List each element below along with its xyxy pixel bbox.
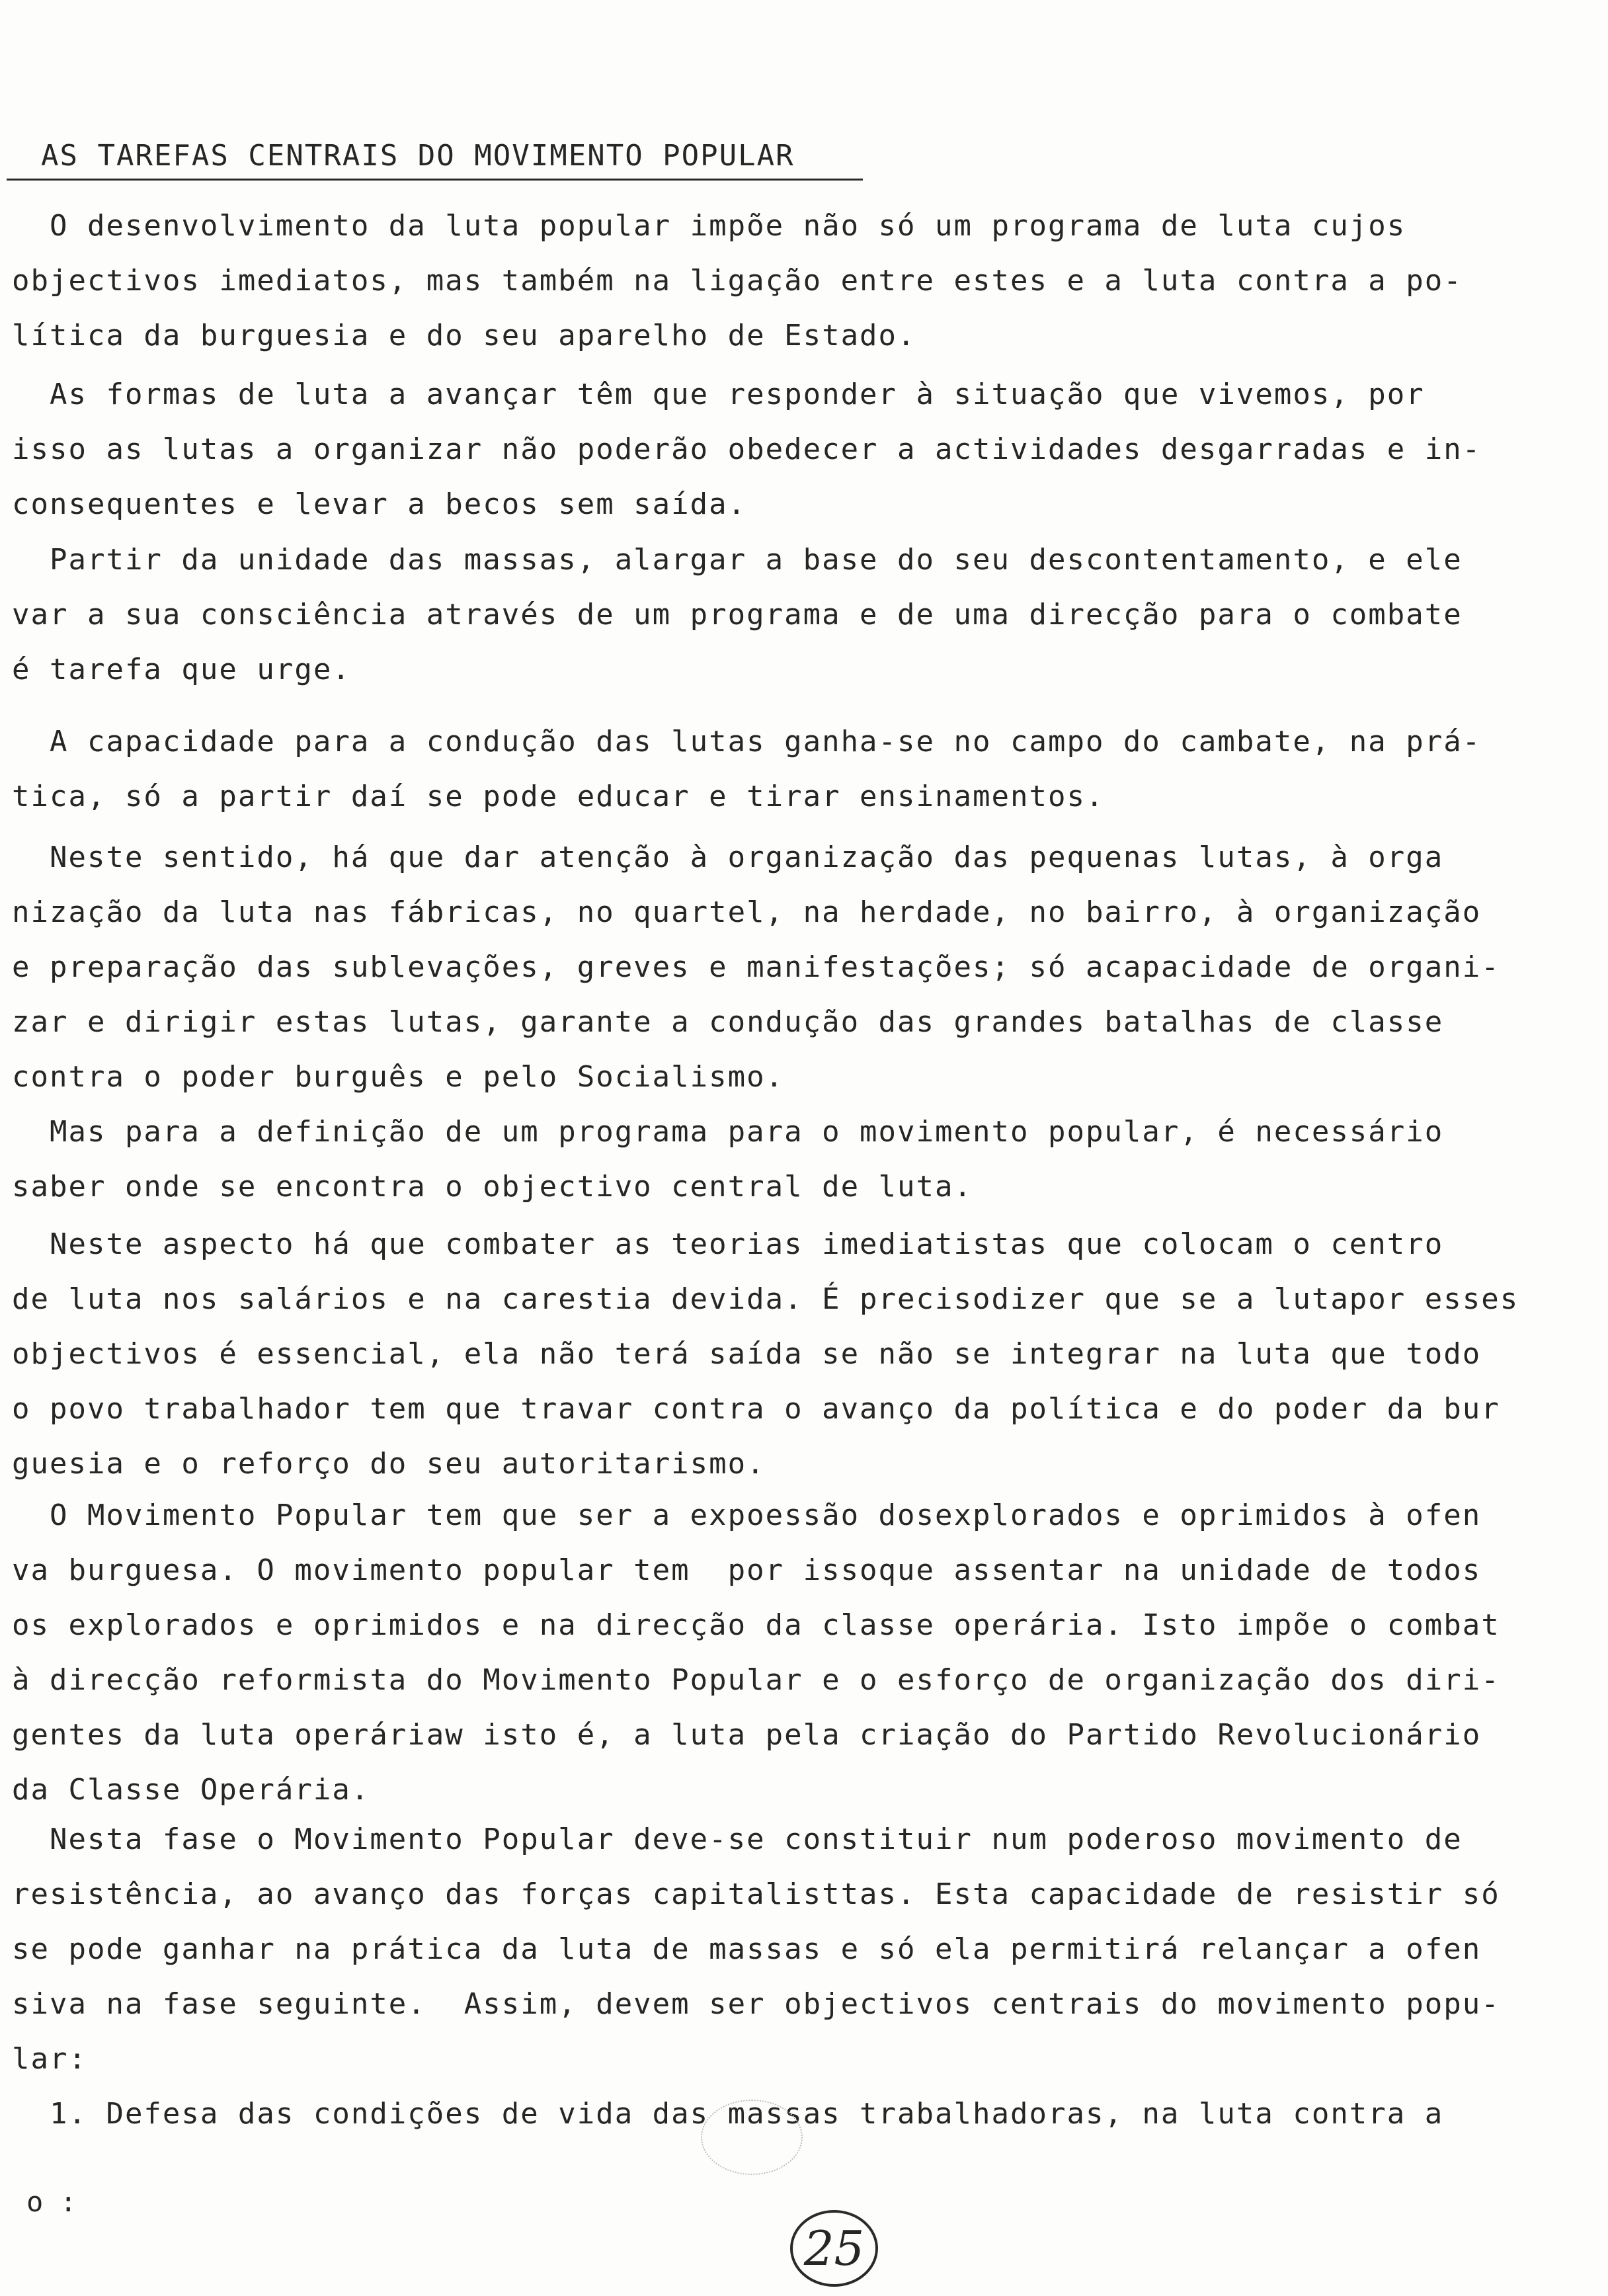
page-number-circle [790,2210,878,2287]
document-title: AS TAREFAS CENTRAIS DO MOVIMENTO POPULAR [41,139,795,173]
paragraph: O Movimento Popular tem que ser a expoessão dosexplorados e oprimidos à ofen va burguesa. O movimento popular tem por issoque assentar na unidade de todos os explorados e oprimidos e na direcção da classe operária. Isto impõe o combat à direcção reformista do Movimento Popular e o esforço de organização dos diri- gentes da luta operáriaw isto é, a luta pela criação do Partido Revolucionário da Classe Operária. [12,1498,1500,1807]
paragraph: A capacidade para a condução das lutas ganha-se no campo do cambate, na prá- tica, só a partir daí se pode educar e tirar ensinamentos. [12,725,1482,813]
paragraph: Nesta fase o Movimento Popular deve-se constituir num poderoso movimento de resistência, ao avanço das forças capitalisttas. Esta capacidade de resistir só se pode ganhar na prática da luta de massas e só ela permitirá relançar a ofen siva na fase seguinte. Assim, devem ser objectivos centrais do movimento popu- lar: [12,1823,1500,2076]
paragraph: Mas para a definição de um programa para o movimento popular, é necessário saber onde se encontra o objectivo central de luta. [12,1115,1444,1204]
paragraph: O desenvolvimento da luta popular impõe não só um programa de luta cujos objectivos imediatos, mas também na ligação entre estes e a luta contra a po- lítica da burguesia e do seu aparelho de Estado. [12,209,1463,352]
paragraph: Neste aspecto há que combater as teorias imediatistas que colocam o centro de luta nos salários e na carestia devida. É precisodizer que se a lutapor esses objectivos é essencial, ela não terá saída se não se integrar na luta que todo o povo trabalhador tem que travar contra o avanço da política e do poder da bur guesia e o reforço do seu autoritarismo. [12,1227,1519,1481]
paragraph: As formas de luta a avançar têm que responder à situação que vivemos, por isso as lutas a organizar não poderão obedecer a actividades desgarradas e in- consequentes e levar a becos sem saída. [12,378,1482,521]
paragraph: Neste sentido, há que dar atenção à organização das pequenas lutas, à orga nização da luta nas fábricas, no quartel, na herdade, no bairro, à organização e preparação das sublevações, greves e manifestações; só acapacidade de organi- zar e dirigir estas lutas, garante a condução das grandes batalhas de classe contra o poder burguês e pelo Socialismo. [12,840,1500,1094]
paragraph: Partir da unidade das massas, alargar a base do seu descontentamento, e ele var a sua consciência através de um programa e de uma direcção para o combate é tarefa que urge. [12,543,1463,686]
ink-smudge [701,2100,803,2175]
list-item: 1. Defesa das condições de vida das massas trabalhadoras, na luta contra a [12,2097,1444,2131]
footer-mark: o : [26,2186,77,2218]
page-number: 25 [803,2221,865,2276]
title-underline [7,179,863,181]
